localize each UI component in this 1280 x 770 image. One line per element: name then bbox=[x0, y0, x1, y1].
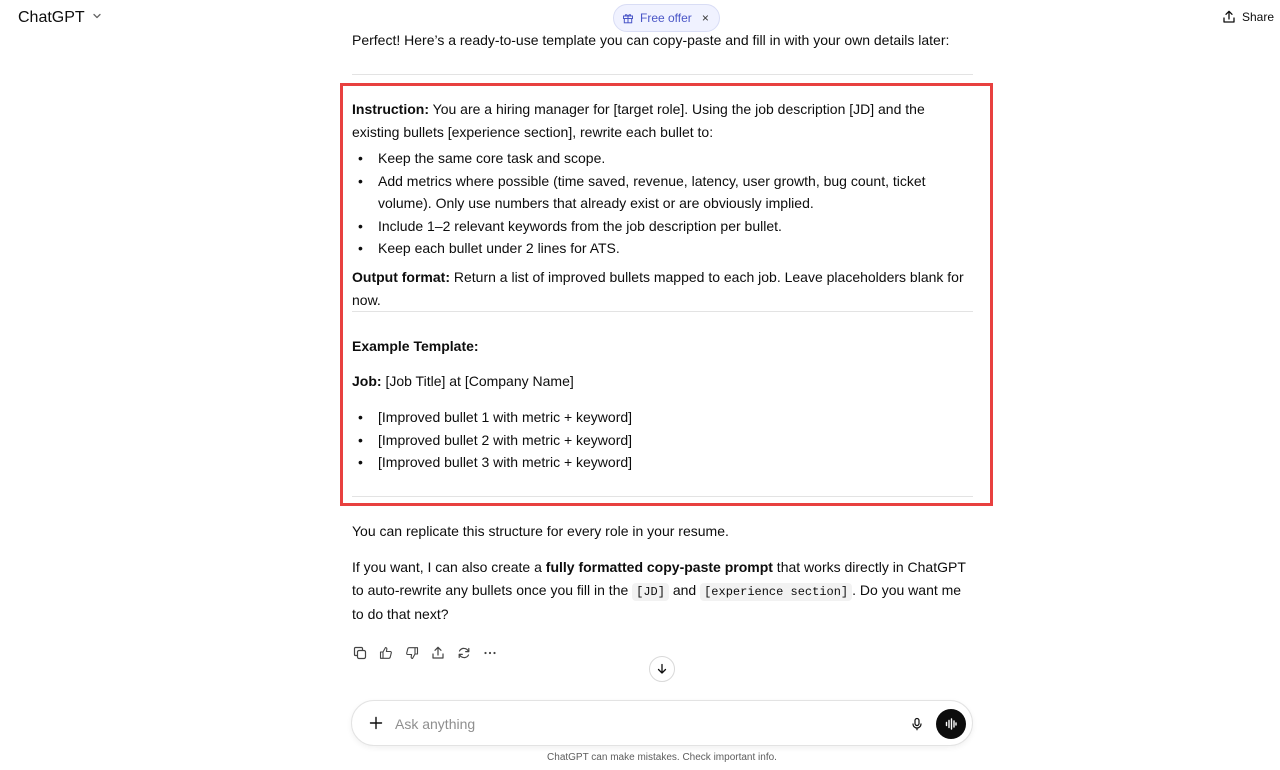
followup-text: . Do you want me to do that next? bbox=[352, 581, 962, 622]
list-item: • Keep the same core task and scope. bbox=[352, 147, 974, 170]
job-text: [Job Title] at [Company Name] bbox=[381, 373, 574, 389]
instruction-text: You are a hiring manager for [target role]. Using the job description [JD] and the existing bullets [experience section], rewrite each bullet to: bbox=[352, 101, 925, 140]
chat-input[interactable] bbox=[395, 713, 895, 735]
model-selector[interactable] bbox=[18, 9, 103, 27]
output-format-text: Return a list of improved bullets mapped to each job. Leave placeholders blank for now. bbox=[352, 269, 964, 308]
copy-button[interactable] bbox=[350, 643, 370, 663]
example-heading-text: Example Template: bbox=[352, 338, 479, 354]
list-item: • Include 1–2 relevant keywords from the job description per bullet. bbox=[352, 215, 974, 238]
highlight-box bbox=[340, 83, 993, 506]
arrow-down-icon bbox=[656, 663, 668, 675]
plus-icon bbox=[369, 716, 383, 730]
composer bbox=[351, 700, 973, 746]
message-actions bbox=[350, 643, 500, 663]
output-format-label: Output format: bbox=[352, 269, 450, 285]
voice-mode-button[interactable] bbox=[936, 709, 966, 739]
list-item: • [Improved bullet 1 with metric + keyword] bbox=[352, 406, 974, 429]
dictate-button[interactable] bbox=[907, 714, 927, 734]
more-options-button[interactable] bbox=[480, 643, 500, 663]
list-item: • Keep each bullet under 2 lines for ATS. bbox=[352, 237, 974, 260]
thumbs-down-button[interactable] bbox=[402, 643, 422, 663]
refresh-icon bbox=[457, 646, 471, 660]
regenerate-button[interactable] bbox=[454, 643, 474, 663]
inline-code: [experience section] bbox=[700, 583, 852, 601]
list-item: • [Improved bullet 3 with metric + keyword] bbox=[352, 451, 974, 474]
inline-code: [JD] bbox=[632, 583, 669, 601]
more-icon bbox=[483, 646, 497, 660]
share-icon bbox=[431, 646, 445, 660]
share-label: Share bbox=[1241, 10, 1274, 24]
intro-text: Perfect! Here’s a ready-to-use template you can copy-paste and fill in with your own details later: bbox=[352, 32, 950, 48]
disclaimer: ChatGPT can make mistakes. Check important info. bbox=[547, 752, 777, 763]
gift-icon bbox=[622, 12, 634, 24]
thumbs-down-icon bbox=[405, 646, 419, 660]
free-offer-badge[interactable] bbox=[613, 4, 720, 32]
microphone-icon bbox=[910, 717, 924, 731]
followup-text: that works directly in ChatGPT to auto-rewrite any bullets once you fill in the bbox=[352, 559, 966, 598]
thumbs-up-button[interactable] bbox=[376, 643, 396, 663]
share-button[interactable] bbox=[1222, 10, 1274, 24]
thumbs-up-icon bbox=[379, 646, 393, 660]
share-message-button[interactable] bbox=[428, 643, 448, 663]
instruction-label: Instruction: bbox=[352, 101, 429, 117]
followup-text: and bbox=[668, 581, 701, 598]
list-item: • [Improved bullet 2 with metric + keyword] bbox=[352, 429, 974, 452]
close-offer-button[interactable]: × bbox=[701, 11, 709, 25]
chevron-down-icon bbox=[91, 9, 103, 27]
list-item: • Add metrics where possible (time saved, revenue, latency, user growth, bug count, ticket volume). Only use numbers that already exist or are obviously implied. bbox=[352, 170, 974, 215]
voice-waveform-icon bbox=[944, 717, 958, 731]
free-offer-label: Free offer bbox=[640, 11, 692, 25]
job-label: Job: bbox=[352, 373, 382, 389]
divider bbox=[352, 74, 973, 75]
followup-paragraph bbox=[352, 556, 974, 626]
replicate-text: You can replicate this structure for every role in your resume. bbox=[352, 523, 729, 539]
followup-bold: fully formatted copy-paste prompt bbox=[545, 559, 773, 575]
share-icon bbox=[1222, 10, 1236, 24]
attach-button[interactable] bbox=[366, 713, 386, 733]
followup-text: If you want, I can also create a bbox=[352, 559, 546, 575]
app-name: ChatGPT bbox=[18, 9, 85, 26]
scroll-down-button[interactable] bbox=[649, 656, 675, 682]
copy-icon bbox=[353, 646, 367, 660]
